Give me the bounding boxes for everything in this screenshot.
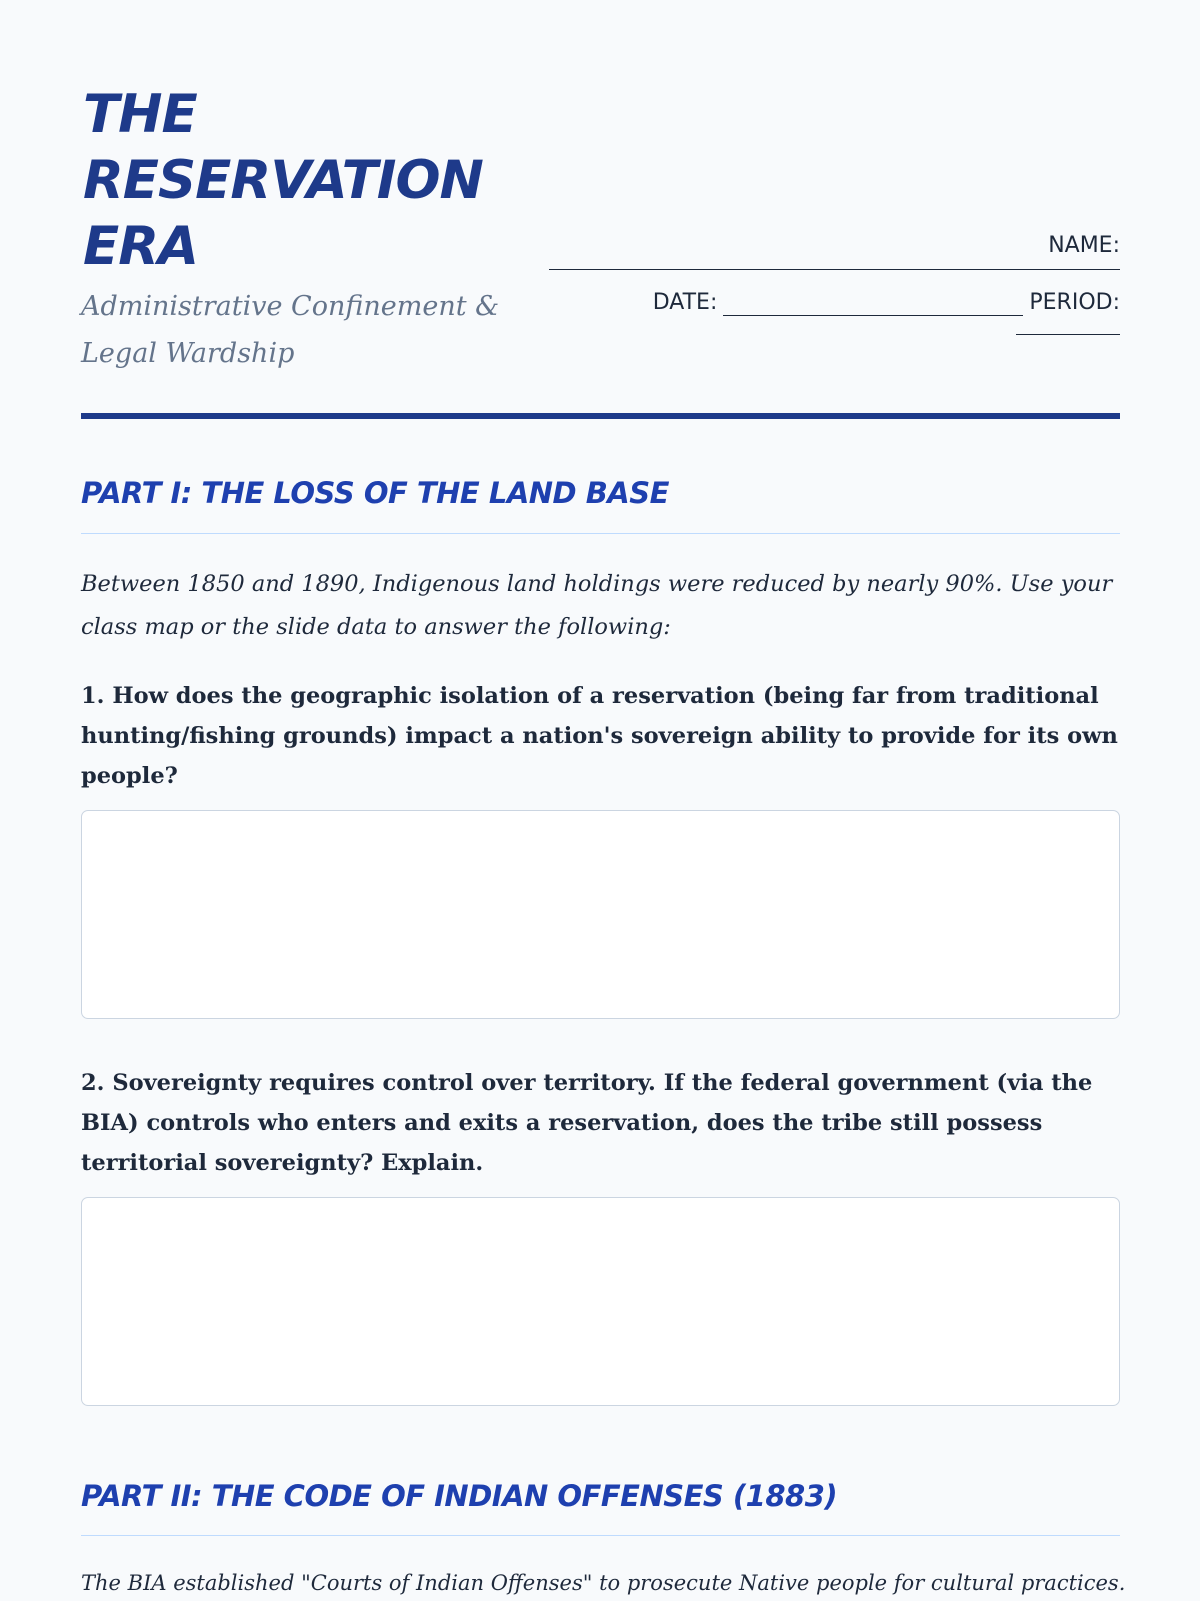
worksheet-title: THE RESERVATION ERA <box>83 84 483 277</box>
part-2-intro: The BIA established "Courts of Indian Offenses" to prosecute Native people for cultural practices. <box>81 1571 1126 1595</box>
section-divider-part-1 <box>81 533 1120 534</box>
part-1-intro: Between 1850 and 1890, Indigenous land holdings were reduced by nearly 90%. Use your class map or the slide data to answer the following: <box>81 571 1113 640</box>
worksheet-subtitle: Administrative Confinement & Legal Wardship <box>81 291 500 369</box>
header-divider <box>81 413 1120 419</box>
section-title-part-2: PART II: THE CODE OF INDIAN OFFENSES (1883) <box>81 1479 838 1513</box>
question-1: 1. How does the geographic isolation of a reservation (being far from traditional hunting/fishing grounds) impact a nation's sovereign ability to provide for its own people? <box>81 683 1118 789</box>
worksheet-header <box>81 0 1120 400</box>
date-blank[interactable] <box>723 291 1023 316</box>
period-blank[interactable] <box>1016 334 1120 335</box>
worksheet-page <box>81 0 1126 1595</box>
name-blank[interactable] <box>549 269 1120 270</box>
name-row <box>549 228 1120 264</box>
date-period-row <box>549 285 1120 321</box>
answer-box-1[interactable] <box>81 810 1120 1019</box>
section-divider-part-2 <box>81 1535 1120 1536</box>
answer-box-2[interactable] <box>81 1197 1120 1406</box>
section-title-part-1: PART I: THE LOSS OF THE LAND BASE <box>81 476 669 510</box>
date-label: DATE: <box>652 290 718 315</box>
name-label: NAME: <box>1048 233 1120 258</box>
question-2: 2. Sovereignty requires control over territory. If the federal government (via the BIA) controls who enters and exits a reservation, does the tribe still possess territorial sovereignty? Explain. <box>81 1070 1093 1176</box>
student-info <box>549 228 1120 335</box>
period-label: PERIOD: <box>1029 290 1120 315</box>
